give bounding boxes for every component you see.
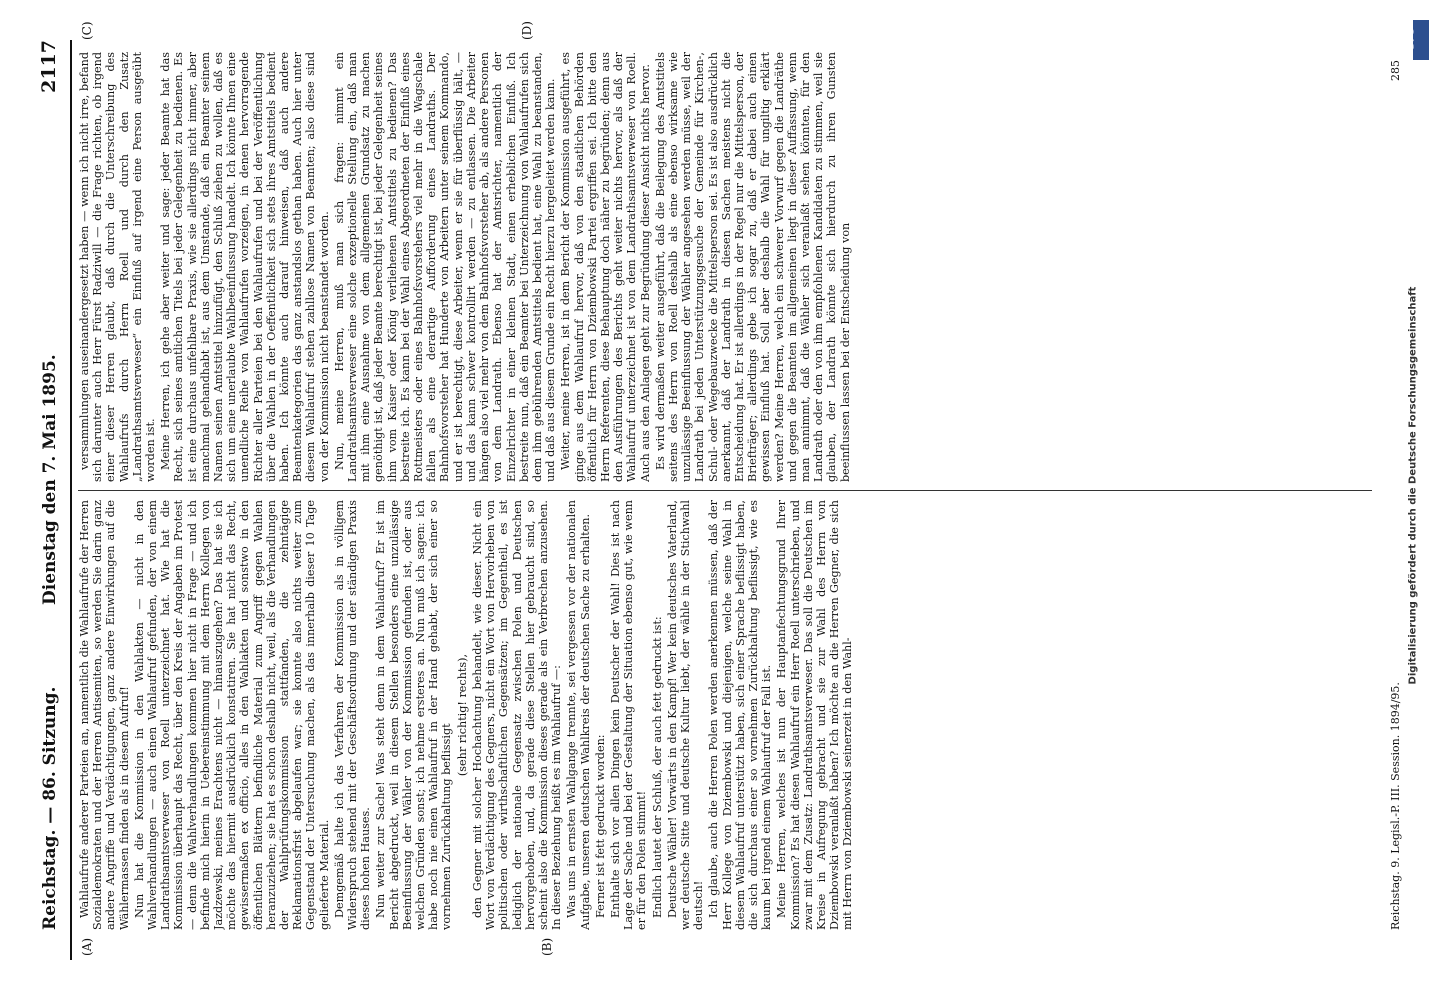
right-column (78, 52, 1372, 482)
paragraph: versammlungen auseinandergesetzt haben — wenn ich nicht irre, befand sich darunter auch Herr Fürst Radziwill — die Frage richten, ob irgend einer dieser Herren glaubt, daß durch die Unterschreibung des Wahlaufrufs durch Herrn Roell und durch den Zusatz „Landrathsamtsverweser“ ein Einfluß auf irgend eine Person ausgeübt worden ist. (78, 52, 158, 482)
paragraph: Es wird dermaßen weiter ausgeführt, daß die Beilegung des Amtstitels seitens des Herrn von Roell deshalb als eine ebenso wirksame wie unzulässige Beeinflussung der Wähler angesehen werden müsse, weil der Landrath bei jeden Unterstützungsgesuche der Gemeinde für Kirchen-, Schul- oder Wegebauzwecke die Mittelsperson sei. Es ist also ausdrücklich anerkannt, daß der Landrath in diesen Sachen meistens nicht die Entscheidung hat. Er ist allerdings in der Regel nur die Mittelsperson, der Briefträger; allerdings gebe ich sogar zu, daß er dabei auch einen gewissen Einfluß hat. Soll aber deshalb die Wahl für ungiltig erklärt werden? Meine Herren, welch ein schwerer Vorwurf gegen die Landräthe und gegen die Beamten im allgemeinen liegt in dieser Auffassung, wenn man annimmt, daß die Wähler sich veranlaßt sehen könnten, für den Landrath oder den von ihm empfohlenen Kandidaten zu stimmen, weil sie glauben, der Landrath könnte sich hierdurch zu ihren Gunsten beeinflussen lassen bei der Entscheidung von (653, 52, 852, 482)
margin-marker-a: (A) (80, 937, 94, 956)
column-divider (78, 490, 1372, 491)
margin-marker-b: (B) (540, 937, 554, 956)
paragraph: Ich glaube, auch die Herren Polen werden anerkennen müssen, daß der Herr Kollege von Dziembowski und diejenigen, welche seine Wahl in diesem Wahlaufruf unterstützt haben, sich einer Sprache beflissigt haben, die sich durchaus einer so vornehmen Zurückhaltung beflissigt, wie es kaum bei irgend einem Wahlaufruf der Fall ist. (707, 500, 774, 930)
paragraph: Meine Herren, welches ist nun der Hauptanfechtungsgrund Ihrer Kommission? Es hat diesen Wahlaufruf ein Herr Roell unterschrieben, und zwar mit dem Zusatz: Landrathsamtsverweser. Das soll die Deutschen im Kreise in Aufregung gebracht und sie zur Wahl des Herrn von Dziembowski veranlaßt haben? Ich möchte an die Herren Gegner, die sich mit Herrn von Dziembowski seinerzeit in den Wahl- (775, 500, 855, 930)
header-rule (70, 40, 72, 960)
digitization-watermark (1393, 0, 1432, 1000)
paragraph: Weiter, meine Herren, ist in dem Bericht der Kommission ausgeführt, es ginge aus dem Wahlaufruf hervor, daß von den staatlichen Behörden öffentlich für Herrn von Dziembowski Partei ergriffen sei. Ich bitte den Herrn Referenten, diese Behauptung doch näher zu begründen; denn aus den Ausführungen des Berichts geht weiter nichts hervor, als daß der Wahlaufruf unterzeichnet ist von dem Landrathsamtsverweser von Roell. Auch aus den Anlagen geht zur Begründung dieser Ansicht nichts hervor. (559, 52, 652, 482)
dfg-logo (1406, 20, 1429, 60)
header-session: Reichstag. — 86. Sitzung. (40, 686, 60, 930)
header-date: Dienstag den 7. Mai 1895. (40, 354, 60, 605)
margin-marker-d: (D) (520, 21, 534, 40)
quotation: Deutsche Wähler! Vorwärts in den Kampf! Wer kein deutsches Vaterland, wer deutsche Sitte und deutsche Kultur liebt, der wähle in der Stichwahl deutsch! (665, 500, 706, 930)
paragraph: Nun, meine Herren, muß man sich fragen: nimmt ein Landrathsamtsverweser eine solche exzeptionelle Stellung ein, daß man mit ihm eine Ausnahme von dem allgemeinen Grundsatz zu machen genöthigt ist, daß jeder Beamte berechtigt ist, bei jeder Gelegenheit seines ihm vom Kaiser oder König verliehenen Amtstitels zu bedienen? Das bestreite ich. Es kann bei der Wahl eines Abgeordneten der Einfluß eines Rottmeisters oder eines Bahnhofsvorstehers viel mehr in die Wagschale fallen als eine derartige Aufforderung eines Landraths. Der Bahnhofsvorsteher hat Hunderte von Arbeitern unter seinem Kommando, und er ist berechtigt, diese Arbeiter, wenn er sie für überflüssig hält, — und das kann schwer kontrollirt werden — zu entlassen. Die Arbeiter hängen also viel mehr von dem Bahnhofsvorsteher ab, als andere Personen von dem Landrath. Ebenso hat der Amtsrichter, namentlich der Einzelrichter in einer kleinen Stadt, einen erheblichen Einfluß. Ich bestreite nun, daß ein Beamter bei Unterzeichnung von Wahlaufrufen sich dem ihm gebührenden Amtstitels bedient hat, eine Wahl zu beanstanden, und daß aus diesem Grunde ein Recht hierzu hergeleitet werden kann. (332, 52, 558, 482)
quotation: Enthalte sich vor allen Dingen kein Deutscher der Wahl! Dies ist nach Lage der Sache und bei der Gestaltung der Situation ebenso gut, wie wenn er für den Polen stimmt! (608, 500, 649, 930)
footer-sheet-number: 285 (1389, 60, 1402, 81)
paragraph: Nun weiter zur Sache! Was steht denn in dem Wahlaufruf? Er ist im Bericht abgedruckt, weil in diesem Stellen besonders eine unzulässige Beeinflussung der Wähler von der Kommission gefunden ist, oder aus welchen Gründen sonst; ich nehme ersteres an. Nun muß ich sagen: ich habe noch nie einen Wahlaufruf in der Hand gehabt, der sich einer so vornehmen Zurückhaltung beflissigt (374, 500, 454, 930)
dfg-logo-text: DFG (1406, 28, 1417, 50)
footer-legislature: Reichstag. 9. Legisl.-P. III. Session. 1894/95. (1389, 682, 1402, 930)
paragraph: Endlich lautet der Schluß, der auch fett gedruckt ist: (650, 616, 664, 918)
paragraph: Nun hat die Kommission in den Wahlakten — nicht in den Wahlverhandlungen — auch einen Wahlaufruf gefunden, der von einem Landrathsamtsverweser von Roell unterzeichnet hat. Wie hat die Kommission überhaupt das Recht, über den Kreis der Angaben im Protest — denn die Wahlverhandlungen kommen hier nicht in Frage — und ich befinde mich hierin in Uebereinstimmung mit dem Herrn Kollegen von Jazdzewski, meines Erachtens nicht — hinauszugehen? Das hat sie ich möchte das hiermit ausdrücklich konstatiren. Sie hat nicht das Recht, gewissermaßen ex officio, alles in den Wahlakten und sonstwo in den öffentlichen Blättern befindliche Material zum Angriff gegen Wahlen heranzuziehen; sie hat es schon deshalb nicht, weil, als die Verhandlungen der Wahlprüfungskommission stattfanden, die zehntägige Reklamationsfrist abgelaufen war; sie konnte also nichts weiter zum Gegenstand der Untersuchung machen, als das innerhalb dieser 10 Tage gelieferte Material. (132, 500, 331, 930)
page-number: 2117 (38, 40, 60, 93)
page-header (36, 40, 66, 960)
interjection: (sehr richtig! rechts), (455, 653, 469, 777)
watermark-text: Digitalisierung gefördert durch die Deutsche Forschungsgemeinschaft (1407, 286, 1419, 685)
quotation: Was uns in ernsten Wahlgange trennte, sei vergessen vor der nationalen Aufgabe, unseren deutschen Wahlkreis der deutschen Sache zu erhalten. (565, 500, 592, 930)
left-column (78, 500, 1372, 930)
paragraph: den Gegner mit solcher Hochachtung behandelt, wie dieser. Nicht ein Wort von Verdächtigung des Gegners, nicht ein Wort von Hervorheben von politischen oder wirthschaftlichen Gegensätzen; im Gegentheil, es ist lediglich der nationale Gegensatz zwischen Polen und Deutschen hervorgehoben, und, da gerade diese Stellen hier gebraucht sind, so scheint also die Kommission dieses gerade als ein Verbrechen anzusehen. In dieser Beziehung heißt es im Wahlaufruf —: (470, 500, 564, 930)
paragraph: Demgemäß halte ich das Verfahren der Kommission als in völligem Widerspruch stehend mit der Geschäftsordnung und der ständigen Praxis dieses hohen Hauses. (332, 500, 373, 930)
paragraph: Wahlaufrufe anderer Parteien an, namentlich die Wahlaufrufe der Herren Sozialdemokraten und der Herren Antisemiten, so werden Sie darin ganz andere Angriffe und Verdächtigungen, ganz andere Einwirkungen auf die Wählermassen finden als in diesem Aufruf! (78, 500, 131, 930)
margin-marker-c: (C) (80, 21, 94, 40)
paragraph: Meine Herren, ich gehe aber weiter und sage: jeder Beamte hat das Recht, sich seines amtlichen Titels bei jeder Gelegenheit zu bedienen. Es ist eine durchaus unfehlbare Praxis, wie sie allerdings nicht immer, aber manchmal gehandhabt ist, aus dem Umstande, daß ein Beamter seinem Namen seinen Amtstitel hinzufügt, den Schluß ziehen zu wollen, daß es sich um eine unerlaubte Wahlbeeinflussung handelt. Ich könnte Ihnen eine unendliche Reihe von Wahlaufrufen vorzeigen, in denen hervorragende Richter aller Parteien bei den Wahlaufrufen und bei der Veröffentlichung über die Wahlen in der Oeffentlichkeit sich stets ihres Amtstitels bedient haben. Ich könnte auch darauf hinweisen, daß auch andere Beamtenkategorien das ganz anstandslos gethan haben. Auch hier unter diesem Wahlaufruf stehen zahllose Namen von Beamten; also diese sind von der Kommission nicht beanstandet worden. (159, 52, 331, 482)
paragraph: Ferner ist fett gedruckt worden: (593, 734, 607, 918)
